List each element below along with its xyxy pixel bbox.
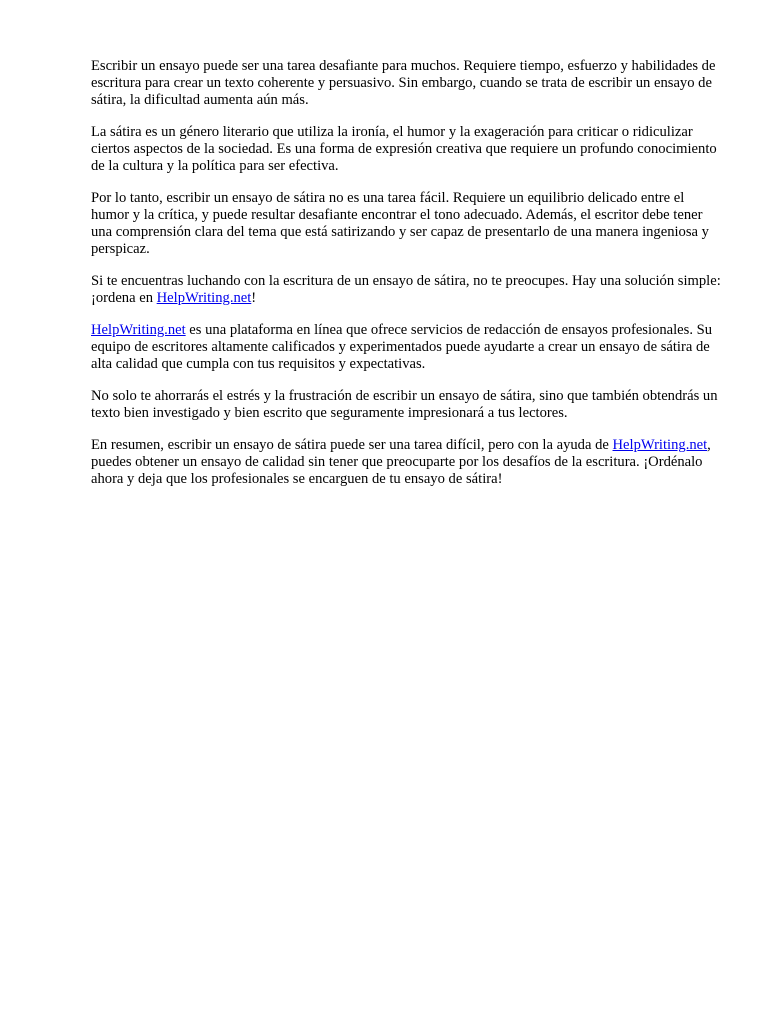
paragraph-solution-end: !: [251, 290, 257, 306]
helpwriting-link-1[interactable]: HelpWriting.net: [156, 290, 252, 306]
paragraph-difficulty: Por lo tanto, escribir un ensayo de sátira no es una tarea fácil. Requiere un equilibrio delicado entre el humor y la crítica, y puede resultar desafiante encontrar el tono adecuado. Además, el escritor debe tener una comprensión clara del tema que está satirizando y ser capaz de presentarlo de una manera ingeniosa y perspicaz.: [91, 190, 709, 257]
document-body: [91, 58, 725, 503]
paragraph-summary-end: , puedes obtener un ensayo de calidad sin tener que preocuparte por los desafíos de la escritura. ¡Ordénalo ahora y deja que los profesionales se encarguen de tu ensayo de sátira!: [91, 437, 711, 487]
paragraph-benefits: No solo te ahorrarás el estrés y la frustración de escribir un ensayo de sátira, sino que también obtendrás un texto bien investigado y bien escrito que seguramente impresionará a tus lectores.: [91, 388, 718, 421]
paragraph-platform-text: es una plataforma en línea que ofrece servicios de redacción de ensayos profesionales. Su equipo de escritores altamente calificados y experimentados puede ayudarte a crear un ensayo de sátira de alta calidad que cumpla con tus requisitos y expectativas.: [91, 322, 713, 372]
paragraph-platform: [91, 322, 725, 373]
paragraph-solution-text: Si te encuentras luchando con la escritura de un ensayo de sátira, no te preocupes. Hay una solución simple: ¡ordena en: [91, 273, 721, 306]
helpwriting-link-2[interactable]: HelpWriting.net: [91, 322, 186, 338]
paragraph-solution: [91, 273, 725, 307]
paragraph-satire-definition: La sátira es un género literario que utiliza la ironía, el humor y la exageración para criticar o ridiculizar ciertos aspectos de la sociedad. Es una forma de expresión creativa que requiere un profundo conocimiento de la cultura y la política para ser efectiva.: [91, 124, 717, 174]
paragraph-intro: Escribir un ensayo puede ser una tarea desafiante para muchos. Requiere tiempo, esfuerzo y habilidades de escritura para crear un texto coherente y persuasivo. Sin embargo, cuando se trata de escribir un ensayo de sátira, la dificultad aumenta aún más.: [91, 58, 716, 108]
helpwriting-link-3[interactable]: HelpWriting.net: [612, 437, 708, 453]
paragraph-summary: [91, 437, 725, 488]
paragraph-summary-text: En resumen, escribir un ensayo de sátira puede ser una tarea difícil, pero con la ayuda de: [91, 437, 613, 453]
